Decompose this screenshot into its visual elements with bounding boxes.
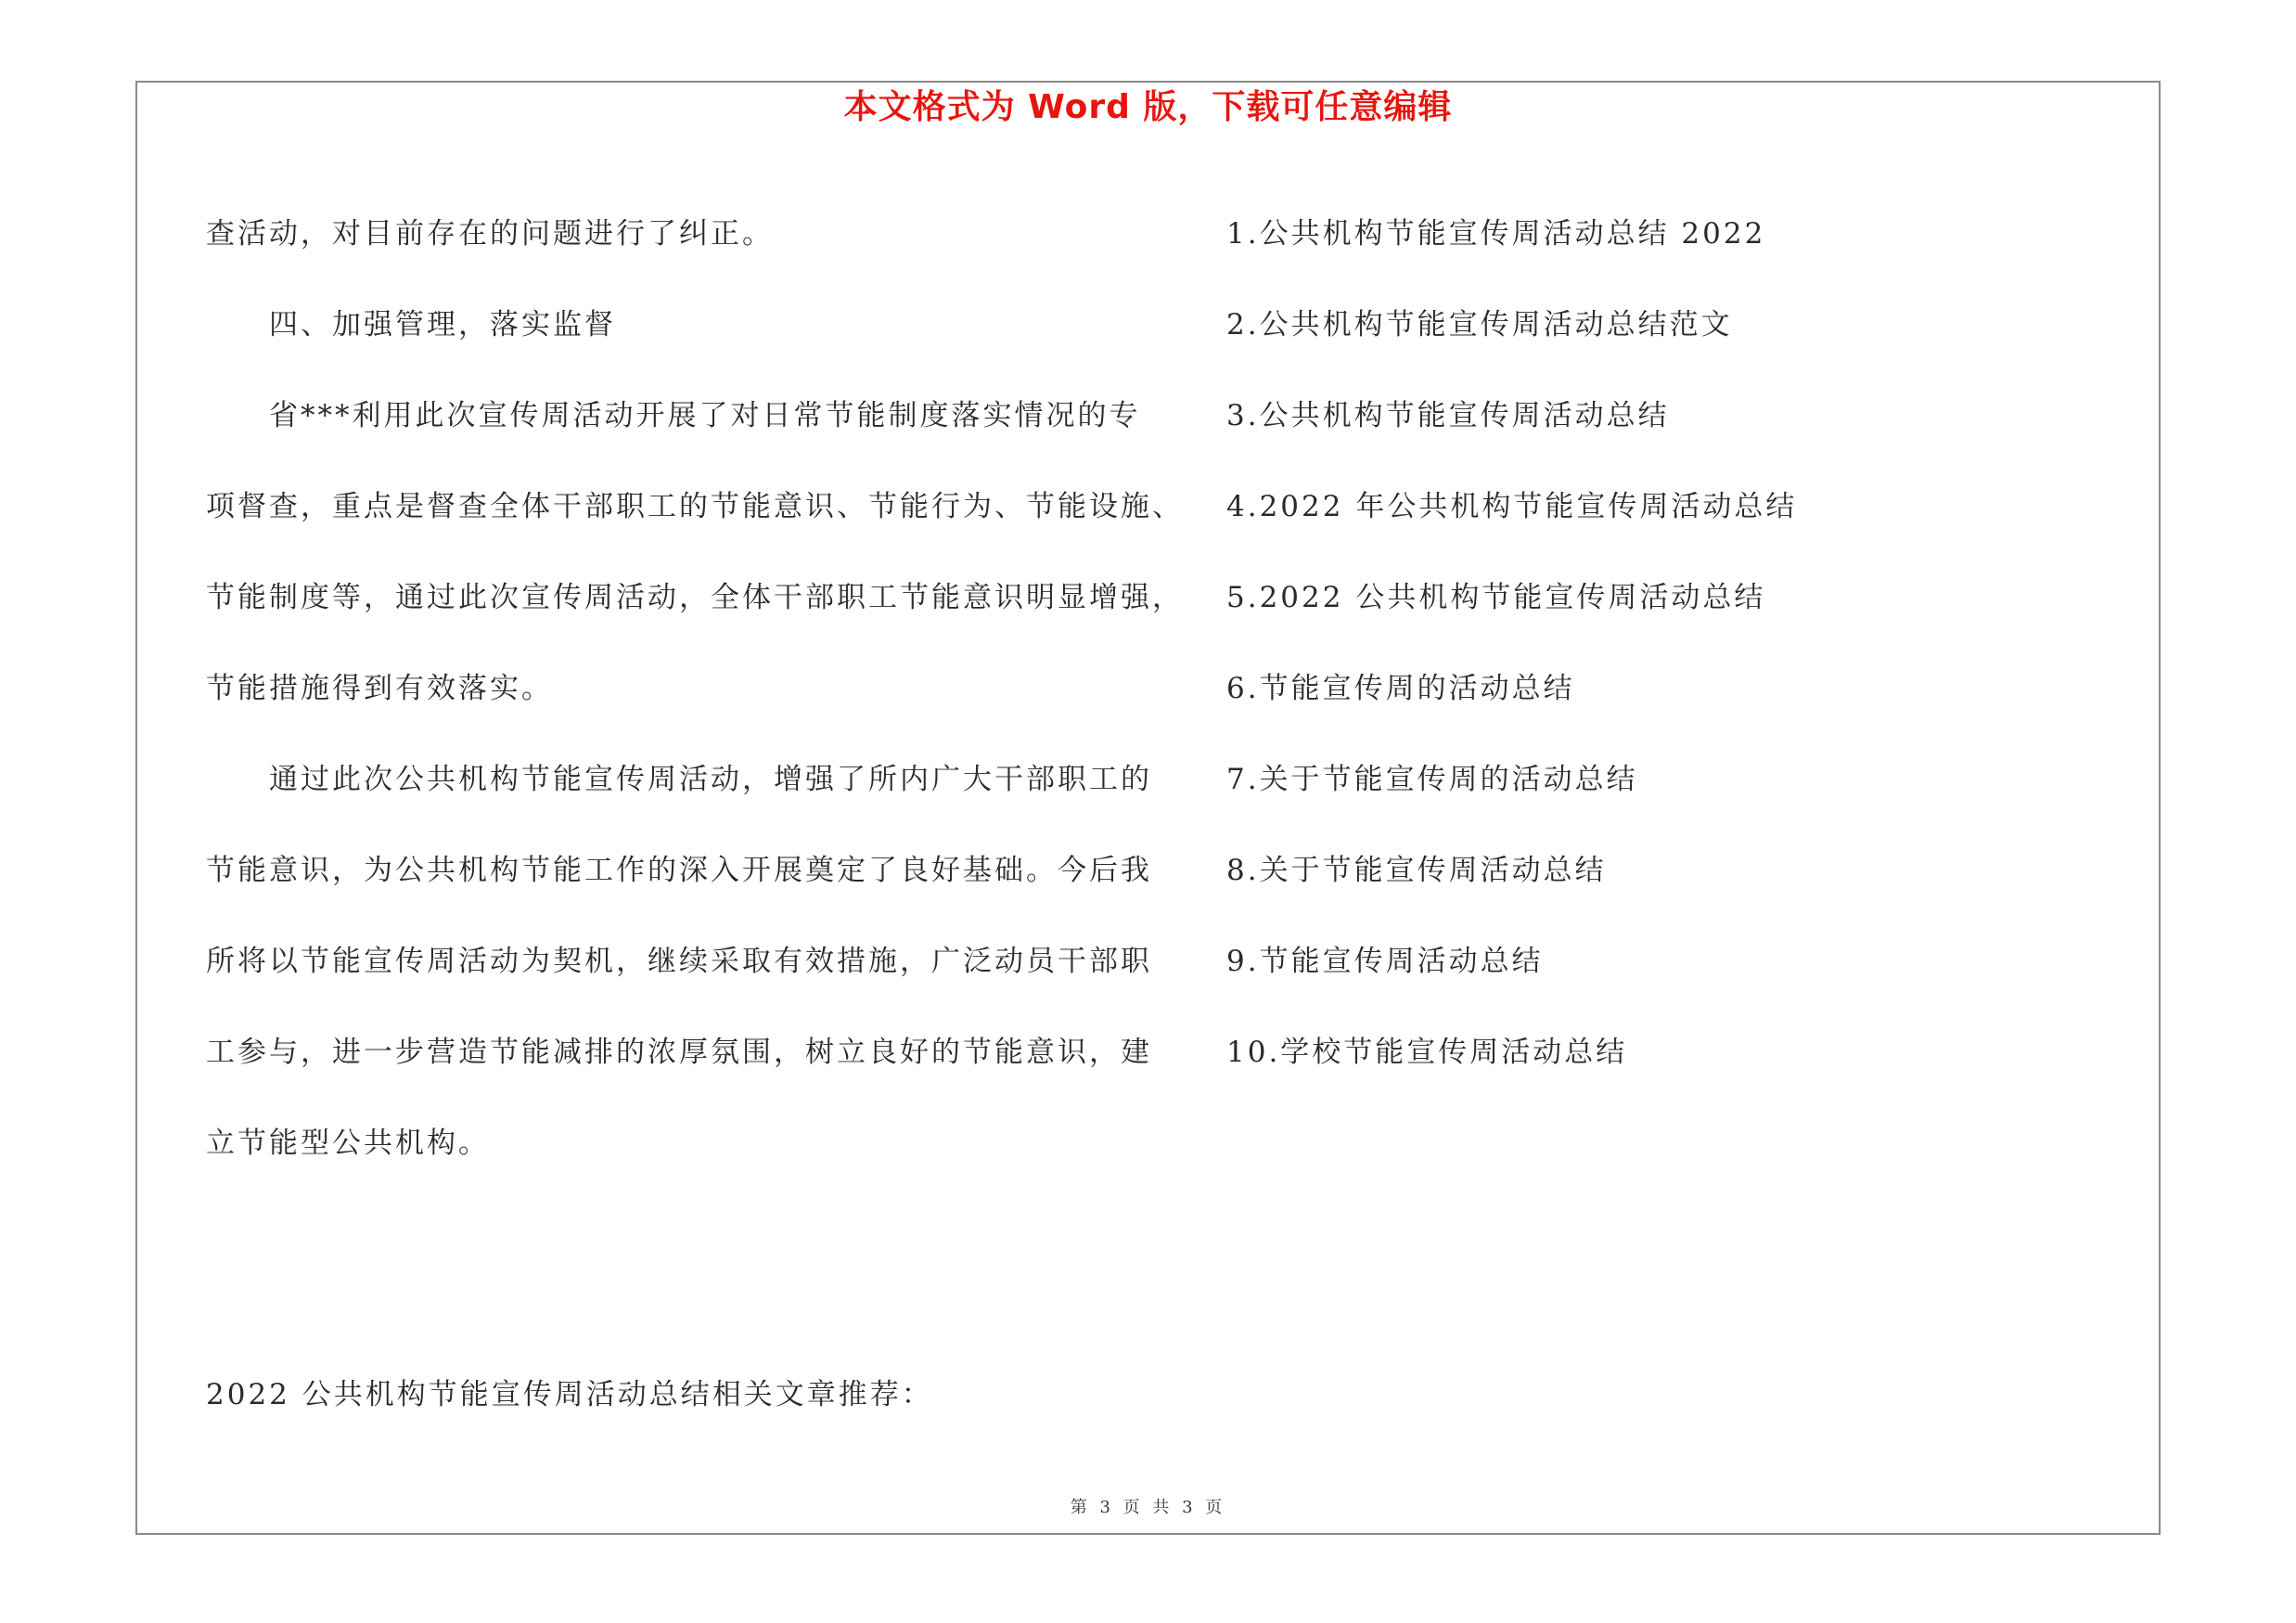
body-text xyxy=(206,188,1184,1189)
body-line: 查活动，对目前存在的问题进行了纠正。 xyxy=(206,217,774,251)
body-line: 节能意识，为公共机构节能工作的深入开展奠定了良好基础。今后我 xyxy=(206,854,1152,887)
related-article-item[interactable]: 1.公共机构节能宣传周活动总结 2022 xyxy=(1226,217,1766,251)
body-line: 项督查，重点是督查全体干部职工的节能意识、节能行为、节能设施、 xyxy=(206,490,1184,523)
related-articles-heading: 2022 公共机构节能宣传周活动总结相关文章推荐： xyxy=(206,1378,933,1411)
related-article-item[interactable]: 9.节能宣传周活动总结 xyxy=(1226,945,1544,978)
body-line: 所将以节能宣传周活动为契机，继续采取有效措施，广泛动员干部职 xyxy=(206,945,1152,978)
body-line: 节能制度等，通过此次宣传周活动，全体干部职工节能意识明显增强， xyxy=(206,581,1184,614)
related-article-item[interactable]: 4.2022 年公共机构节能宣传周活动总结 xyxy=(1226,490,1798,523)
related-article-item[interactable]: 10.学校节能宣传周活动总结 xyxy=(1226,1036,1628,1069)
body-line: 节能措施得到有效落实。 xyxy=(206,672,553,705)
related-article-item[interactable]: 6.节能宣传周的活动总结 xyxy=(1226,672,1575,705)
body-line: 工参与，进一步营造节能减排的浓厚氛围，树立良好的节能意识，建 xyxy=(206,1036,1152,1069)
body-line: 立节能型公共机构。 xyxy=(206,1127,490,1160)
related-article-item[interactable]: 3.公共机构节能宣传周活动总结 xyxy=(1226,399,1670,432)
related-article-item[interactable]: 8.关于节能宣传周活动总结 xyxy=(1226,854,1607,887)
related-article-item[interactable]: 7.关于节能宣传周的活动总结 xyxy=(1226,763,1638,796)
body-line: 省***利用此次宣传周活动开展了对日常节能制度落实情况的专 xyxy=(206,399,1141,432)
related-article-item[interactable]: 5.2022 公共机构节能宣传周活动总结 xyxy=(1226,581,1766,614)
related-article-item[interactable]: 2.公共机构节能宣传周活动总结范文 xyxy=(1226,308,1733,341)
related-articles-list xyxy=(1226,188,2061,1098)
word-format-banner: 本文格式为 Word 版，下载可任意编辑 xyxy=(843,88,1453,126)
section-heading: 四、加强管理，落实监督 xyxy=(206,308,616,341)
body-line: 通过此次公共机构节能宣传周活动，增强了所内广大干部职工的 xyxy=(206,763,1152,796)
page-number: 第 3 页 共 3 页 xyxy=(1070,1498,1226,1517)
